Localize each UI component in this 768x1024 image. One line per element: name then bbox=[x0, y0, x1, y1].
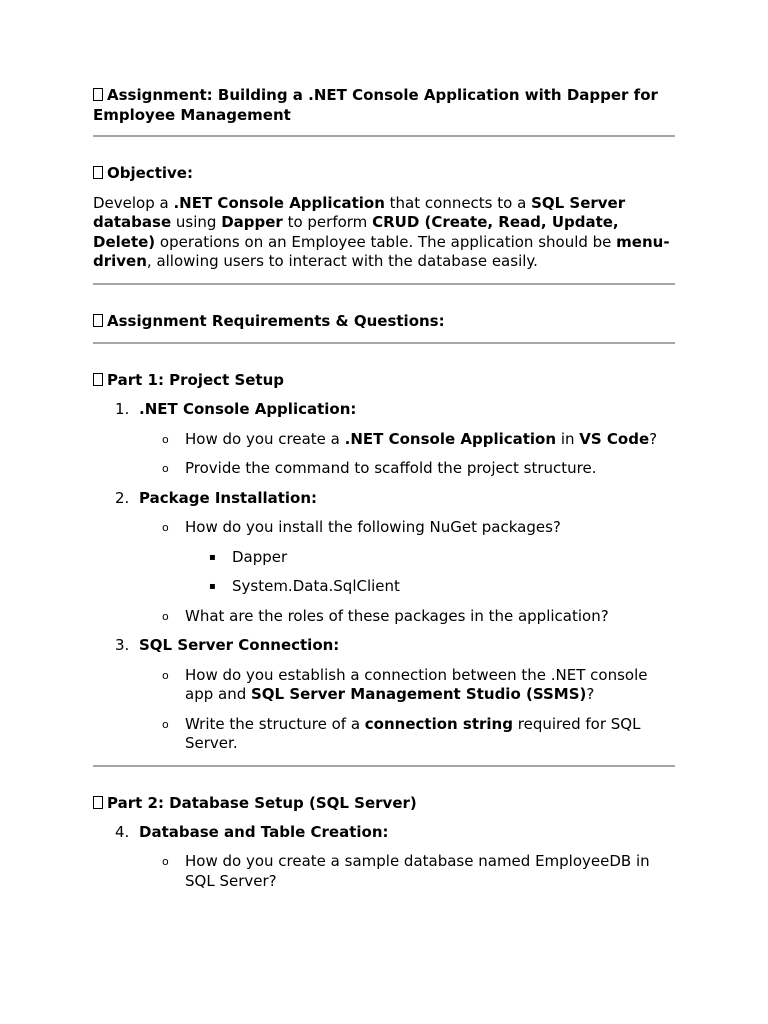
list-item: o What are the roles of these packages in the application? bbox=[162, 606, 609, 625]
list-item: ▪ System.Data.SqlClient bbox=[209, 577, 400, 595]
part2-heading: Part 2: Database Setup (SQL Server) bbox=[93, 794, 675, 814]
list-item: 2. Package Installation: bbox=[115, 488, 318, 507]
missing-glyph-icon bbox=[93, 796, 103, 809]
missing-glyph-icon bbox=[93, 166, 103, 179]
list-item: 1. .NET Console Application: bbox=[115, 400, 357, 418]
missing-glyph-icon bbox=[93, 373, 103, 386]
list-item: o How do you establish a connection between the .NET console app and SQL Server Management Studio (SSMS)? bbox=[162, 665, 648, 703]
part1-heading: Part 1: Project Setup bbox=[93, 371, 675, 391]
objective-heading: Objective: bbox=[93, 164, 675, 184]
list-item: o How do you create a .NET Console Application in VS Code? bbox=[162, 429, 658, 448]
list-item: 4. Database and Table Creation: bbox=[115, 822, 389, 841]
list-item: o Provide the command to scaffold the project structure. bbox=[162, 459, 597, 477]
objective-paragraph: Develop a .NET Console Application that connects to a SQL Server database using Dapper to perform CRUD (Create, Read, Update, Delete) operations on an Employee table. The application should be menu-driven, allowing users to interact with the database easily. bbox=[93, 193, 670, 270]
list-item: ▪ Dapper bbox=[209, 547, 288, 566]
missing-glyph-icon bbox=[93, 88, 103, 101]
requirements-heading: Assignment Requirements & Questions: bbox=[93, 312, 675, 332]
list-item: 3. SQL Server Connection: bbox=[115, 636, 340, 654]
missing-glyph-icon bbox=[93, 314, 103, 327]
list-item: o Write the structure of a connection string required for SQL Server. bbox=[162, 714, 641, 752]
list-item: o How do you install the following NuGet packages? bbox=[162, 518, 561, 536]
document-content bbox=[93, 86, 675, 891]
list-item: o How do you create a sample database named EmployeeDB in SQL Server? bbox=[162, 852, 650, 890]
document-title: Assignment: Building a .NET Console Application with Dapper for Employee Management bbox=[93, 86, 658, 124]
